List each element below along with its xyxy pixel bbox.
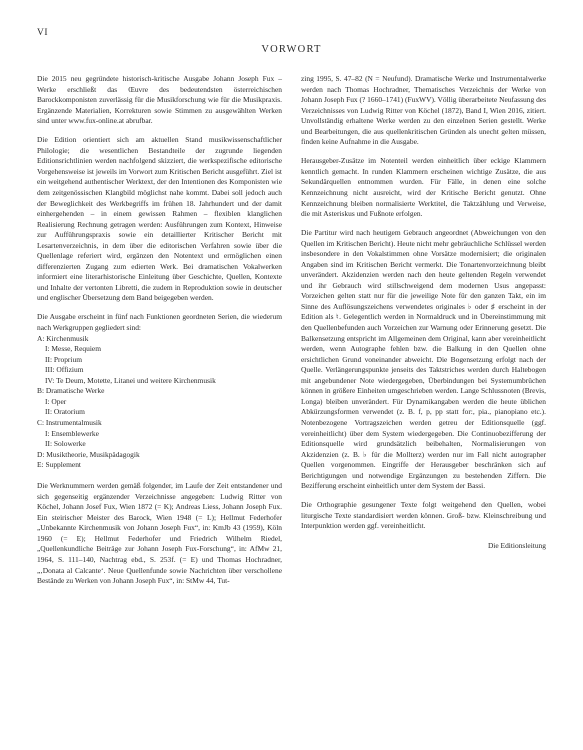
- list-item: I: Oper: [45, 396, 67, 406]
- edition-principles-paragraph: Die Edition orientiert sich am aktuellen Stand musikwissenschaftlicher Philologie; die wesentlichen Bestandteile der zugrunde liegenden Editionsrichtlinien werden nachfolgend skizziert, die werkspezifische editorische Vorgehensweise ist jeweils im Vorwort zum Kritischen Bericht ausgeführt. Ziel ist ein weitgehend authentischer Werktext, der den Intentionen des Komponisten wie dem zeitgenössischen Klangbild möglichst nahe kommt. Dabei soll jedoch auch der Beweglichkeit des Werkbegriffs im frühen 18. Jahrhundert und der damit einhergehenden – in einem gewissen Rahmen – flexiblen klanglichen Realisierung Rechnung getragen werden: Ausführungen zum Kontext, Hinweise zur Aufführungspraxis sowie ein detaillierter Kritischer Bericht mit Lesartenverzeichnis, in dem über die editorischen Verfahren sowie über die Quellenlage referiert wird, ergänzen den Notentext und ermöglichen einen differenzierten Zugang zum edierten Werk. Bei dramatischen Vokalwerken informiert eine literarhistorische Einleitung über Geschichte, Quellen, Kontexte und Inhalte der vertonten Libretti, die zudem in Reproduktion sowie in deutscher und englischer Übersetzung dem Band beigegeben werden.: [37, 135, 282, 303]
- list-item: II: Solowerke: [45, 439, 86, 449]
- page-number: VI: [37, 28, 49, 38]
- left-column: [37, 74, 282, 587]
- list-item: B: Dramatische Werke: [37, 386, 105, 396]
- signature: Die Editionsleitung: [487, 540, 546, 550]
- editorial-additions-paragraph: Herausgeber-Zusätze im Notenteil werden einheitlich über eckige Klammern kenntlich gemacht. In runden Klammern erscheinen wichtige Zusätze, die aus Sekundärquellen entnommen wurden. Für Fälle, in denen eine solche Kennzeichnung nicht ausreicht, wird der Kritische Bericht genutzt. Ohne Kennzeichnung bleiben normalisierte Werktitel, die Taktzählung und Verweise, die mit Asteriskus und Fußnote erfolgen.: [301, 156, 546, 219]
- list-item: II: Oratorium: [45, 407, 85, 417]
- orthography-paragraph: Die Orthographie gesungener Texte folgt weitgehend den Quellen, wobei liturgische Texte standardisiert werden können. Groß- bzw. Kleinschreibung und Interpunktion werden ggf. vereinheitlicht.: [301, 500, 546, 531]
- right-column: [301, 74, 546, 551]
- list-item: E: Supplement: [37, 460, 82, 470]
- list-item: I: Messe, Requiem: [45, 344, 101, 354]
- list-item: I: Ensemblewerke: [45, 428, 99, 438]
- list-item: D: Musiktheorie, Musikpädagogik: [37, 449, 140, 459]
- catalogue-continuation-paragraph: zing 1995, S. 47–82 (N = Neufund). Dramatische Werke und Instrumentalwerke werden nach Thomas Hochradner, Thematisches Verzeichnis der Werke von Johann Joseph Fux (? 1660–1741) (FuxWV). Völlig überarbeitete Neufassung des Verzeichnisses von Ludwig Ritter von Köchel (1872), Band I, Wien 2016, zitiert. Unvollständig erhaltene Werke werden zu den einzelnen Serien gestellt. Werke und Bearbeitungen, die aus quellenkritischen Gründen als unecht gelten müssen, finden keine Aufnahme in die Ausgabe.: [301, 74, 546, 147]
- list-spacer: [37, 471, 282, 482]
- page-heading: VORWORT: [261, 44, 322, 55]
- list-item: C: Instrumentalmusik: [37, 417, 102, 427]
- list-item: IV: Te Deum, Motette, Litanei und weitere Kirchenmusik: [45, 375, 216, 385]
- work-numbers-paragraph: Die Werknummern werden gemäß folgender, im Laufe der Zeit entstandener und sich gegenseitig ergänzender Verzeichnisse angegeben: Ludwig Ritter von Köchel, Johann Josef Fux, Wien 1872 (= K); Andreas Liess, Johann Joseph Fux. Ein steirischer Meister des Barock, Wien 1948 (= L); Hellmut Federhofer „Unbekannte Kirchenmusik von Johann Joseph Fux“, in: KmJb 43 (1959), Köln 1960 (= E); Hellmut Federhofer und Friedrich Wilhelm Riedel, „Quellenkundliche Beiträge zur Johann Joseph Fux-Forschung“, in: AfMw 21, 1964, S. 111–140, Nachtrag ebd., S. 253f. (= E) und Thomas Hochradner, „‚Donata al Calcante‘. Neue Quellenfunde sowie Nachrichten über verschollene Bestände zu Werken von Johann Joseph Fux“, in: StMw 44, Tut-: [37, 481, 282, 586]
- score-conventions-paragraph: Die Partitur wird nach heutigem Gebrauch angeordnet (Abweichungen von den Quellen im Kritischen Bericht). Heute nicht mehr gebräuchliche Schlüssel werden insbesondere in den Vokalstimmen ohne Vorsätze modernisiert; die originalen Angaben sind im Kritischen Bericht vermerkt. Die Tonartenvorzeichnung bleibt unverändert. Akzidenzien werden nach den heute geltenden Regeln verwendet und ihr Gebrauch wird stillschweigend dem modernen Usus angepasst: Vorzeichen gelten statt nur für die jeweilige Note für den ganzen Takt, ein im Sinne des Auflösungszeichens verwendetes originales ♭ oder ♯ erscheint in der Edition als ♮. Gelegentlich werden in Normaldruck und in Übereinstimmung mit den Quellenbefunden auch Vorzeichen zur Warnung oder Erinnerung gesetzt. Die Balkensetzung entspricht im Allgemeinen dem Original, kann aber vereinheitlicht werden, wenn Autographe fehlen bzw. die Balkung in den Quellen ohne ersichtlichen Grund voneinander abweicht. Die Bogensetzung erfolgt nach der Quelle. Verlängerungspunkte jenseits des Taktstriches werden durch Haltebogen mit angebundener Note wiedergegeben, Überbindungen bei Systemumbrüchen können in größere Einheiten umgeschrieben werden. Lange Schlussnoten (Brevis, Longa) bleiben unverändert. Für Dynamikangaben werden die heute üblichen Abkürzungsformen verwendet (z. B. f, p, pp statt for:, pia., pianopiano etc.). Notenbezogene Vortragszeichen werden getreu der Editionsquelle (ggf. vereinheitlicht) über dem System wiedergegeben. Die Continuobezifferung der Editionsquelle wird grundsätzlich beibehalten, Normalisierungen von Akzidenzien (z. B. ♭ für die Mollterz) werden nur im Fall nicht autographer Quellen vorgenommen. Eingriffe der Herausgeber beschränken sich auf Berichtigungen und notwendige Ergänzungen zu bestehenden Ziffern. Die Bezifferung erscheint einheitlich unter dem System der Bassi.: [301, 228, 546, 491]
- series-list: [37, 334, 282, 471]
- series-intro-paragraph: Die Ausgabe erscheint in fünf nach Funktionen geordneten Serien, die wiederum nach Werkgruppen gegliedert sind:: [37, 312, 282, 333]
- intro-paragraph: Die 2015 neu gegründete historisch-kritische Ausgabe Johann Joseph Fux – Werke erschließt das Œuvre des bedeutendsten österreichischen Barockkomponisten zuverlässig für die Musikforschung wie für die Musikpraxis. Ergänzende Materialien, Korrekturen sowie Stimmen zu ausgewählten Werken sind unter www.fux-online.at abrufbar.: [37, 74, 282, 126]
- list-item: III: Offizium: [45, 365, 84, 375]
- list-item: A: Kirchenmusik: [37, 333, 89, 343]
- list-item: II: Proprium: [45, 354, 82, 364]
